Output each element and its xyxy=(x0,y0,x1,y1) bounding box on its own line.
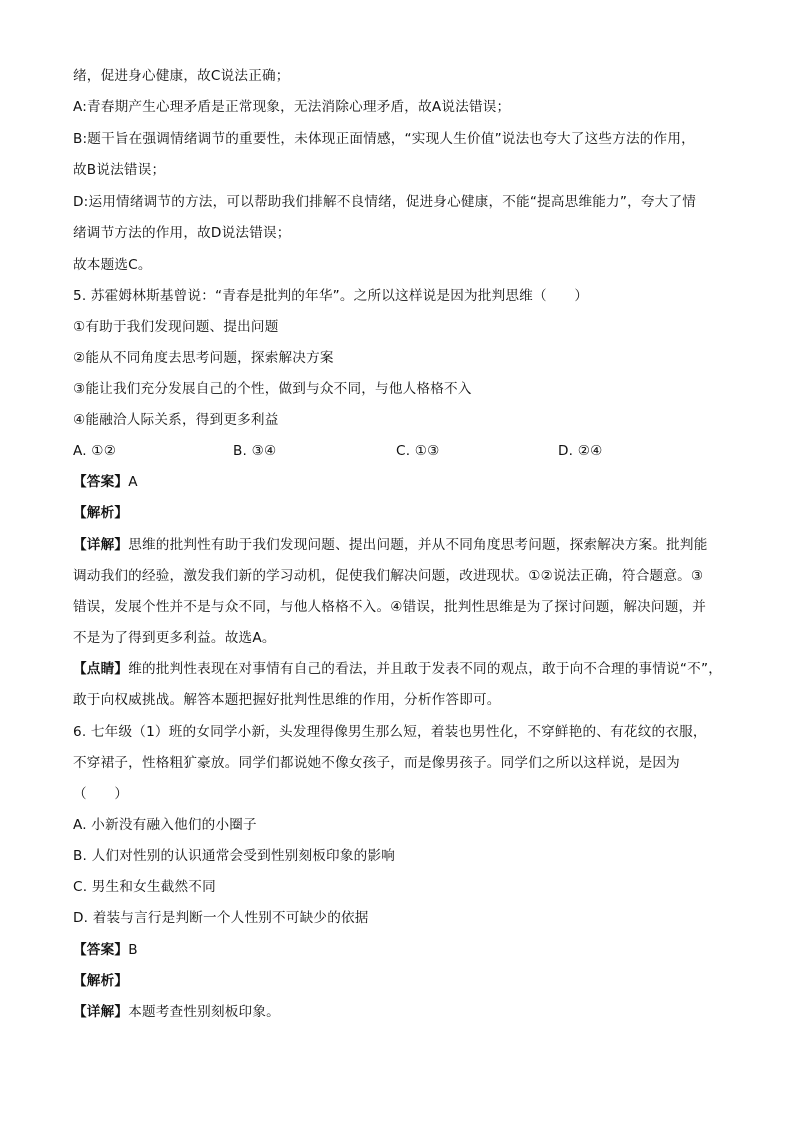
question-6-blank: （ ） xyxy=(73,786,129,802)
detail-tag: 【详解】 xyxy=(73,1004,129,1020)
question-6-stem: 6. 七年级（1）班的女同学小新，头发理得像男生那么短，着装也男性化，不穿鲜艳的、有花纹的衣服， xyxy=(73,724,707,740)
option-a: A. ①② xyxy=(73,443,117,459)
question-5-stem: 5. 苏霍姆林斯基曾说：“青春是批判的年华”。之所以这样说是因为批判思维（ ） xyxy=(73,288,589,304)
answer-line xyxy=(73,940,138,960)
question-5-options xyxy=(73,441,733,461)
detail-text: 调动我们的经验，激发我们新的学习动机，促使我们解决问题，改进现状。①②说法正确，符合题意。③ xyxy=(73,568,704,584)
text-line: A:青春期产生心理矛盾是正常现象，无法消除心理矛盾，故A说法错误； xyxy=(73,99,511,115)
analysis-tag: 【解析】 xyxy=(73,505,129,521)
question-6-option-c: C. 男生和女生截然不同 xyxy=(73,879,216,895)
detail-line xyxy=(73,535,708,555)
text-line: D:运用情绪调节的方法，可以帮助我们排解不良情绪，促进身心健康，不能“提高思维能力”，夸大了情 xyxy=(73,194,697,210)
text-line: B:题干旨在强调情绪调节的重要性，未体现正面情感，“实现人生价值”说法也夸大了这些方法的作用， xyxy=(73,131,695,147)
text-line: 故本题选C。 xyxy=(73,257,152,273)
analysis-line xyxy=(73,971,128,991)
option-b: B. ③④ xyxy=(233,443,277,459)
detail-line xyxy=(73,1002,280,1022)
comment-text: 维的批判性表现在对事情有自己的看法，并且敢于发表不同的观点，敢于向不合理的事情说“不”， xyxy=(128,661,723,677)
text-line: 绪，促进身心健康，故C说法正确； xyxy=(73,68,290,84)
detail-text: 不是为了得到更多利益。故选A。 xyxy=(73,630,276,646)
detail-text: 本题考查性别刻板印象。 xyxy=(128,1004,280,1020)
text-line: 故B说法错误； xyxy=(73,162,166,178)
comment-tag: 【点睛】 xyxy=(73,661,129,677)
answer-value: A xyxy=(128,474,138,490)
question-6-option-d: D. 着装与言行是判断一个人性别不可缺少的依据 xyxy=(73,910,369,926)
question-5-statement: ①有助于我们发现问题、提出问题 xyxy=(73,319,279,335)
question-5-statement: ③能让我们充分发展自己的个性，做到与众不同，与他人格格不入 xyxy=(73,381,472,397)
detail-text: 思维的批判性有助于我们发现问题、提出问题，并从不同角度思考问题，探索解决方案。批判能 xyxy=(128,537,708,553)
text-line: 绪调节方法的作用，故D说法错误； xyxy=(73,225,291,241)
answer-tag: 【答案】 xyxy=(73,474,129,490)
detail-text: 错误，发展个性并不是与众不同，与他人格格不入。④错误，批判性思维是为了探讨问题，解决问题，并 xyxy=(73,599,707,615)
answer-value: B xyxy=(128,942,138,958)
detail-tag: 【详解】 xyxy=(73,537,129,553)
question-6-option-a: A. 小新没有融入他们的小圈子 xyxy=(73,817,257,833)
question-5-statement: ②能从不同角度去思考问题，探索解决方案 xyxy=(73,350,334,366)
question-6-stem: 不穿裙子，性格粗犷豪放。同学们都说她不像女孩子，而是像男孩子。同学们之所以这样说，是因为 xyxy=(73,755,680,771)
analysis-tag: 【解析】 xyxy=(73,973,129,989)
question-5-statement: ④能融洽人际关系，得到更多利益 xyxy=(73,412,279,428)
comment-line xyxy=(73,659,722,679)
analysis-line xyxy=(73,503,128,523)
option-c: C. ①③ xyxy=(396,443,440,459)
answer-tag: 【答案】 xyxy=(73,942,129,958)
question-6-option-b: B. 人们对性别的认识通常会受到性别刻板印象的影响 xyxy=(73,848,396,864)
comment-text: 敢于向权威挑战。解答本题把握好批判性思维的作用，分析作答即可。 xyxy=(73,692,501,708)
answer-line xyxy=(73,472,138,492)
option-d: D. ②④ xyxy=(558,443,603,459)
